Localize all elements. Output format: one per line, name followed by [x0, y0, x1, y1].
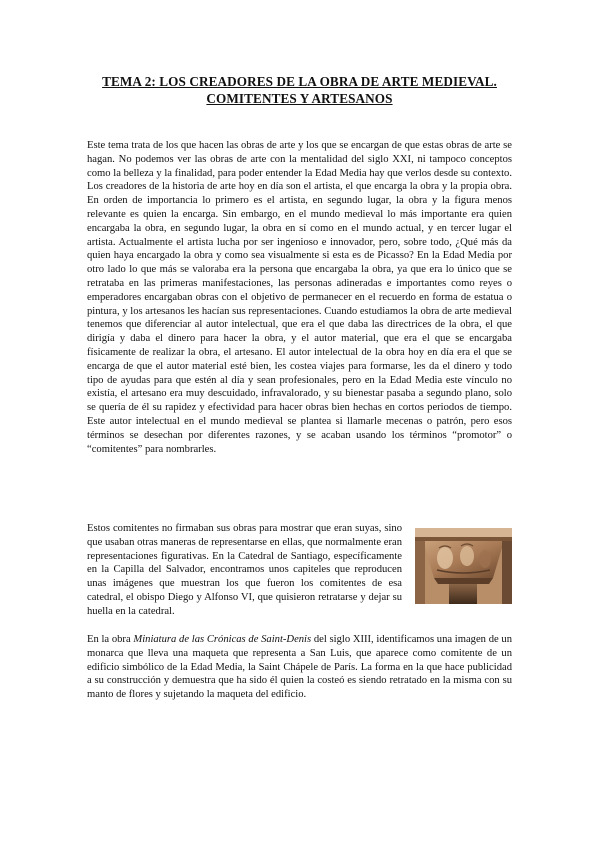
- romanesque-capital-photo: [415, 528, 512, 604]
- paragraph-2-text: Estos comitentes no firmaban sus obras para mostrar que eran suyas, sino que usaban otras maneras de representarse en ellas, que normalmente eran representaciones figurativas. En la Catedral de Santiago, específicamente en la Capilla del Salvador, encontramos unos capiteles que reproducen unas imágenes que muestran los que fueron los comitentes de esa catedral, el obispo Diego y Alfonso VI, que quisieron retratarse y dejar su huella en la catedral.: [87, 523, 402, 617]
- document-title: [86, 73, 513, 107]
- paragraph-comitentes: [87, 522, 402, 619]
- paragraph-saint-denis: [87, 633, 512, 702]
- artwork-title-italic: Miniatura de las Crónicas de Saint-Denis: [133, 634, 312, 645]
- title-line-2: COMITENTES Y ARTESANOS: [206, 91, 393, 106]
- capital-illustration: [415, 528, 512, 604]
- title-line-1: TEMA 2: LOS CREADORES DE LA OBRA DE ARTE MEDIEVAL.: [102, 74, 497, 89]
- paragraph-3-before: En la obra: [87, 634, 134, 645]
- paragraph-intro: [87, 139, 512, 456]
- paragraph-3-after: del siglo XIII, identificamos una imagen de un monarca que lleva una maqueta que representa a San Luis, que aparece como comitente de un edificio simbólico de la Edad Media, la Saint Chápele de París. La forma en la que hace publicidad a su construcción y demuestra que ha sido él quien la costeó es siendo retratado en la misma con su manto de flores y sujetando la maqueta del edificio.: [87, 634, 512, 701]
- paragraph-3-text: [87, 633, 512, 702]
- paragraph-1-text: Este tema trata de los que hacen las obras de arte y los que se encargan de que estas obras de arte se hagan. No podemos ver las obras de arte con la mentalidad del siglo XXI, ni tampoco conceptos como la belleza y la finalidad, para poder entender la Edad Media hay que verlos desde su contexto. Los creadores de la historia de arte hoy en día son el artista, el que encarga la obra y la propia obra. En orden de importancia lo primero es el artista, en segundo lugar, la obra y la figura menos relevante es quien la encarga. Sin embargo, en el mundo medieval lo más importante era quien encargaba la obra, en segundo lugar, la obra en sí como en el mundo actual, y en tercer lugar el artista. Actualmente el artista lucha por ser ingenioso e innovador, pero, sobre todo, ¿Qué más da quien haya encargado la obra y como sea visualmente si esta es de Picasso? En la Edad Media por otro lado lo que más se valoraba era la persona que encargaba la obra, ya que era lo único que se retrataba en las primeras manifestaciones, las personas adineradas e importantes como reyes o emperadores encargaban obras con el objetivo de permanecer en el recuerdo en forma de estatua o pintura, y los artesanos les hacían sus representaciones. Cuando estudiamos la obra de arte medieval tenemos que diferenciar al autor intelectual, que era el que daba las directrices de la obra, el que dirigía y daba el dinero para hacer la obra, y el autor material, que era el que se encargaba físicamente de realizar la obra, el artesano. El autor intelectual de la obra hoy en día era el que se encarga de que el autor material esté bien, les costea viajes para formarse, les da el dinero y todo tipo de ayudas para que estén al día y sean profesionales, pero en la Edad Media este vínculo no existía, el artesano era muy descuidado, infravalorado, y su bienestar pasaba a segundo plano, solo se quería de él su rapidez y efectividad para hacer obras bien hechas en cortos periodos de tiempo. Este autor intelectual en el mundo medieval se plantea si llamarle mecenas o patrón, pero esos términos se desechan por diferentes razones, y se acaban usando los términos “promotor” o “comitentes” para nombrarles.: [87, 140, 512, 455]
